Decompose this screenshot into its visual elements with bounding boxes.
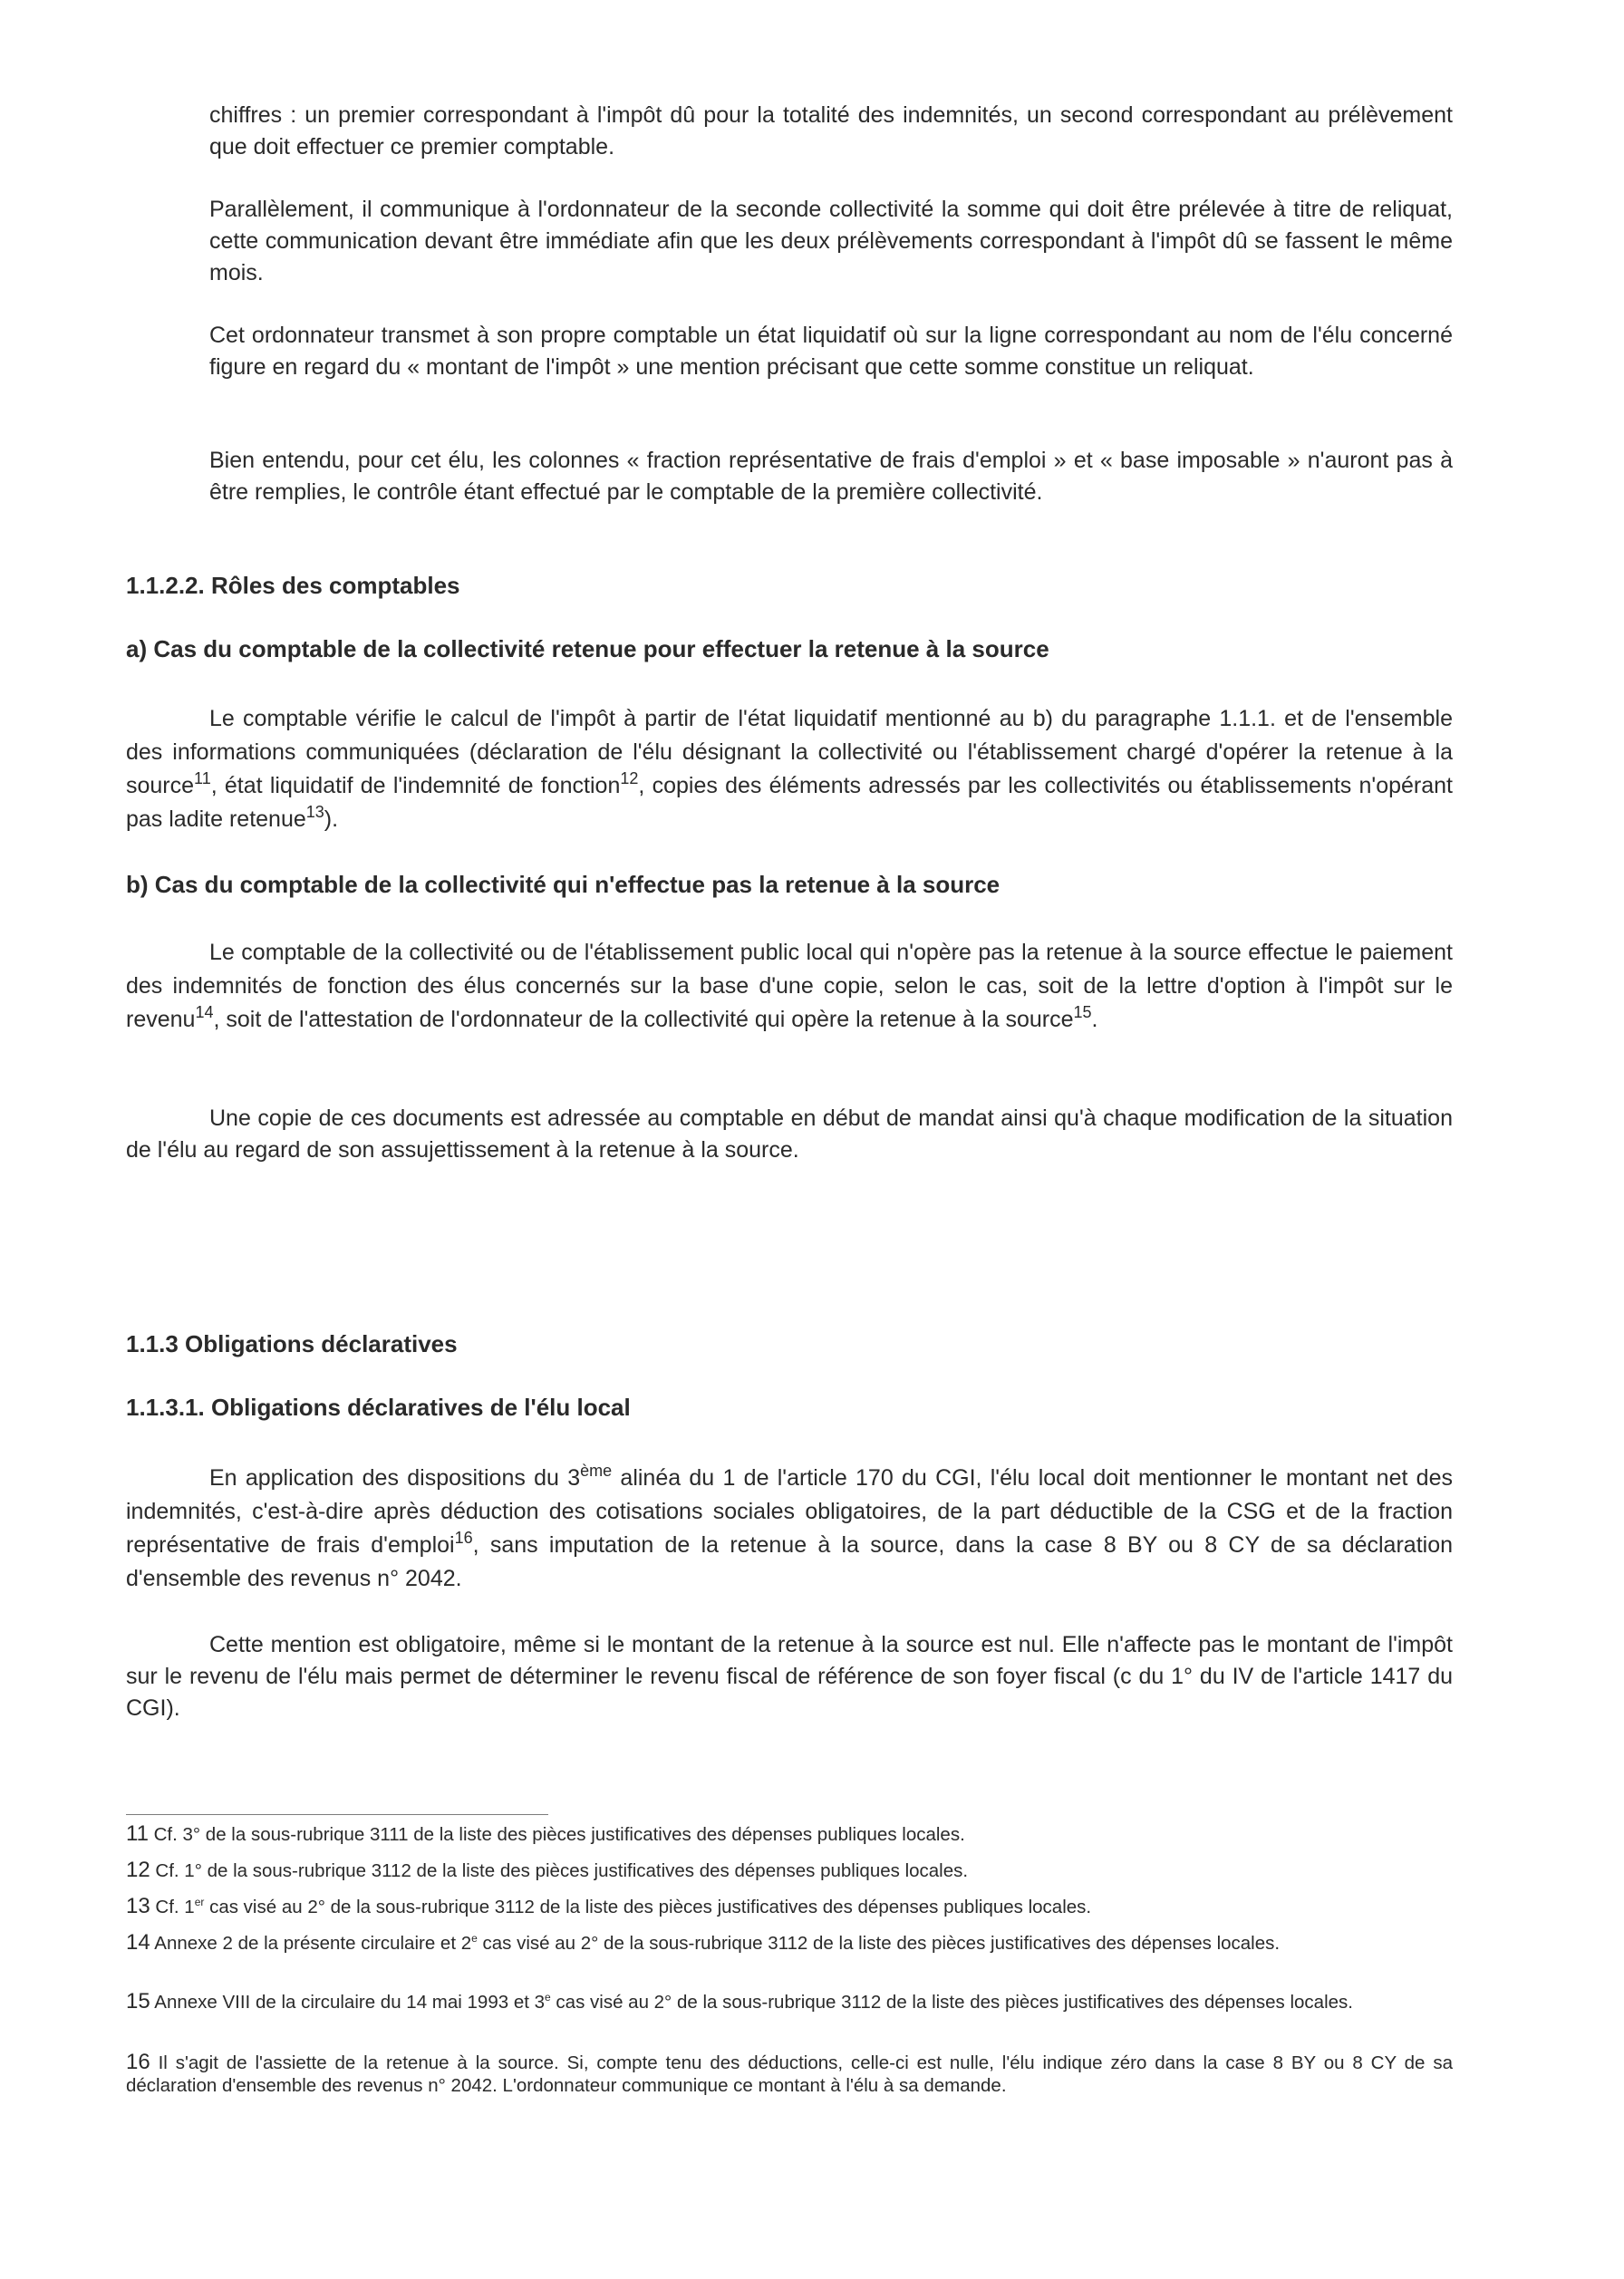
intro-paragraph-1: chiffres : un premier correspondant à l'impôt dû pour la totalité des indemnités, un second correspondant au prélèvement que doit effectuer ce premier comptable. <box>209 102 1453 159</box>
ordinal-superscript: e <box>545 1991 551 2004</box>
footnote-text: cas visé au 2° de la sous-rubrique 3112 de la liste des pièces justificatives des dépenses locales. <box>550 1992 1353 2013</box>
footnote-text: Cf. 1° de la sous-rubrique 3112 de la liste des pièces justificatives des dépenses publiques locales. <box>150 1860 969 1881</box>
footnote-ref-14[interactable]: 14 <box>195 1003 214 1021</box>
footnote-number: 13 <box>126 1894 150 1918</box>
footnote-13 <box>126 1895 1453 1918</box>
footnote-text: cas visé au 2° de la sous-rubrique 3112 de la liste des pièces justificatives des dépenses locales. <box>477 1933 1281 1954</box>
text: , copies des éléments adressés par les collectivités ou établissements n'opérant pas ladite retenue <box>126 773 1453 832</box>
text: , soit de l'attestation de l'ordonnateur de la collectivité qui opère la retenue à la source <box>213 1007 1074 1032</box>
ordinal-superscript: er <box>194 1896 205 1908</box>
footnote-12 <box>126 1859 1453 1882</box>
ordinal-superscript: ème <box>580 1462 613 1480</box>
footnote-number: 16 <box>126 2050 150 2074</box>
text: alinéa du 1 de l'article 170 du CGI, l'élu local doit mentionner le montant net des indemnités, c'est-à-dire après déduction des cotisations sociales obligatoires, de la part déductible de la CSG et de la fraction représentative de frais d'emploi <box>126 1465 1453 1558</box>
footnote-ref-12[interactable]: 12 <box>620 769 639 787</box>
footnote-text: Cf. 1 <box>150 1897 195 1917</box>
footnote-11 <box>126 1822 1453 1846</box>
footnote-14 <box>126 1931 1453 1955</box>
text: Le comptable vérifie le calcul de l'impôt à partir de l'état liquidatif mentionné au b) du paragraphe 1.1.1. et de l'ensemble des informations communiquées (déclaration de l'élu désignant la collectivité ou l'établissement chargé d'opérer la retenue à la source <box>126 706 1453 798</box>
footnote-text: Annexe VIII de la circulaire du 14 mai 1993 et 3 <box>150 1992 546 2013</box>
text: . <box>1091 1007 1098 1032</box>
footnote-ref-15[interactable]: 15 <box>1073 1003 1092 1021</box>
footnote-15 <box>126 1990 1453 2013</box>
subsection-heading-a: a) Cas du comptable de la collectivité retenue pour effectuer la retenue à la source <box>126 635 1049 662</box>
section-heading-1122: 1.1.2.2. Rôles des comptables <box>126 572 460 599</box>
paragraph-declaration-obligation <box>126 1462 1453 1596</box>
footnote-number: 11 <box>126 1821 149 1846</box>
text: , sans imputation de la retenue à la source, dans la case 8 BY ou 8 CY de sa déclaration d'ensemble des revenus n° 2042. <box>126 1532 1454 1591</box>
paragraph-accountant-not-retaining <box>126 936 1453 1037</box>
footnote-ref-13[interactable]: 13 <box>305 803 324 821</box>
text: En application des dispositions du 3 <box>209 1465 581 1491</box>
footnote-ref-11[interactable]: 11 <box>194 769 211 787</box>
footnote-16 <box>126 2051 1453 2097</box>
intro-paragraph-4: Bien entendu, pour cet élu, les colonnes « fraction représentative de frais d'emploi » et « base imposable » n'auront pas à être remplies, le contrôle étant effectué par le comptable de la première collectivité. <box>209 448 1453 505</box>
text: ). <box>324 806 339 832</box>
text: Le comptable de la collectivité ou de l'établissement public local qui n'opère pas la retenue à la source effectue le paiement des indemnités de fonction des élus concernés sur la base d'une copie, selon le cas, soit de la lettre d'option à l'impôt sur le revenu <box>126 940 1453 1032</box>
section-heading-113: 1.1.3 Obligations déclaratives <box>126 1330 458 1357</box>
intro-paragraph-2: Parallèlement, il communique à l'ordonnateur de la seconde collectivité la somme qui doit être prélevée à titre de reliquat, cette communication devant être immédiate afin que les deux prélèvements correspondant à l'impôt dû se fassent le même mois. <box>209 197 1453 285</box>
footnote-text: Il s'agit de l'assiette de la retenue à la source. Si, compte tenu des déductions, celle-ci est nulle, l'élu indique zéro dans la case 8 BY ou 8 CY de sa déclaration d'ensemble des revenus n° 2042. L'ordonnateur communique ce montant à l'élu à sa demande. <box>126 2052 1453 2096</box>
footnote-ref-16[interactable]: 16 <box>454 1529 473 1547</box>
paragraph-copy-documents: Une copie de ces documents est adressée au comptable en début de mandat ainsi qu'à chaque modification de la situation de l'élu au regard de son assujettissement à la retenue à la source. <box>126 1106 1453 1163</box>
section-heading-1131: 1.1.3.1. Obligations déclaratives de l'élu local <box>126 1394 631 1421</box>
footnote-number: 14 <box>126 1930 150 1955</box>
footnote-text: cas visé au 2° de la sous-rubrique 3112 de la liste des pièces justificatives des dépenses publiques locales. <box>204 1897 1092 1917</box>
footnote-number: 12 <box>126 1858 150 1882</box>
text: , état liquidatif de l'indemnité de fonction <box>210 773 621 798</box>
subsection-heading-b: b) Cas du comptable de la collectivité qui n'effectue pas la retenue à la source <box>126 871 1000 898</box>
footnote-number: 15 <box>126 1989 150 2013</box>
intro-paragraph-3: Cet ordonnateur transmet à son propre comptable un état liquidatif où sur la ligne correspondant au nom de l'élu concerné figure en regard du « montant de l'impôt » une mention précisant que cette somme constitue un reliquat. <box>209 323 1453 380</box>
paragraph-mandatory-mention: Cette mention est obligatoire, même si le montant de la retenue à la source est nul. Elle n'affecte pas le montant de l'impôt sur le revenu de l'élu mais permet de déterminer le revenu fiscal de référence de son foyer fiscal (c du 1° du IV de l'article 1417 du CGI). <box>126 1632 1453 1721</box>
paragraph-accountant-retaining <box>126 702 1453 836</box>
footnote-separator <box>126 1814 548 1815</box>
footnote-text: Cf. 3° de la sous-rubrique 3111 de la liste des pièces justificatives des dépenses publiques locales. <box>148 1824 965 1845</box>
footnote-text: Annexe 2 de la présente circulaire et 2 <box>150 1933 472 1954</box>
ordinal-superscript: e <box>471 1932 478 1945</box>
